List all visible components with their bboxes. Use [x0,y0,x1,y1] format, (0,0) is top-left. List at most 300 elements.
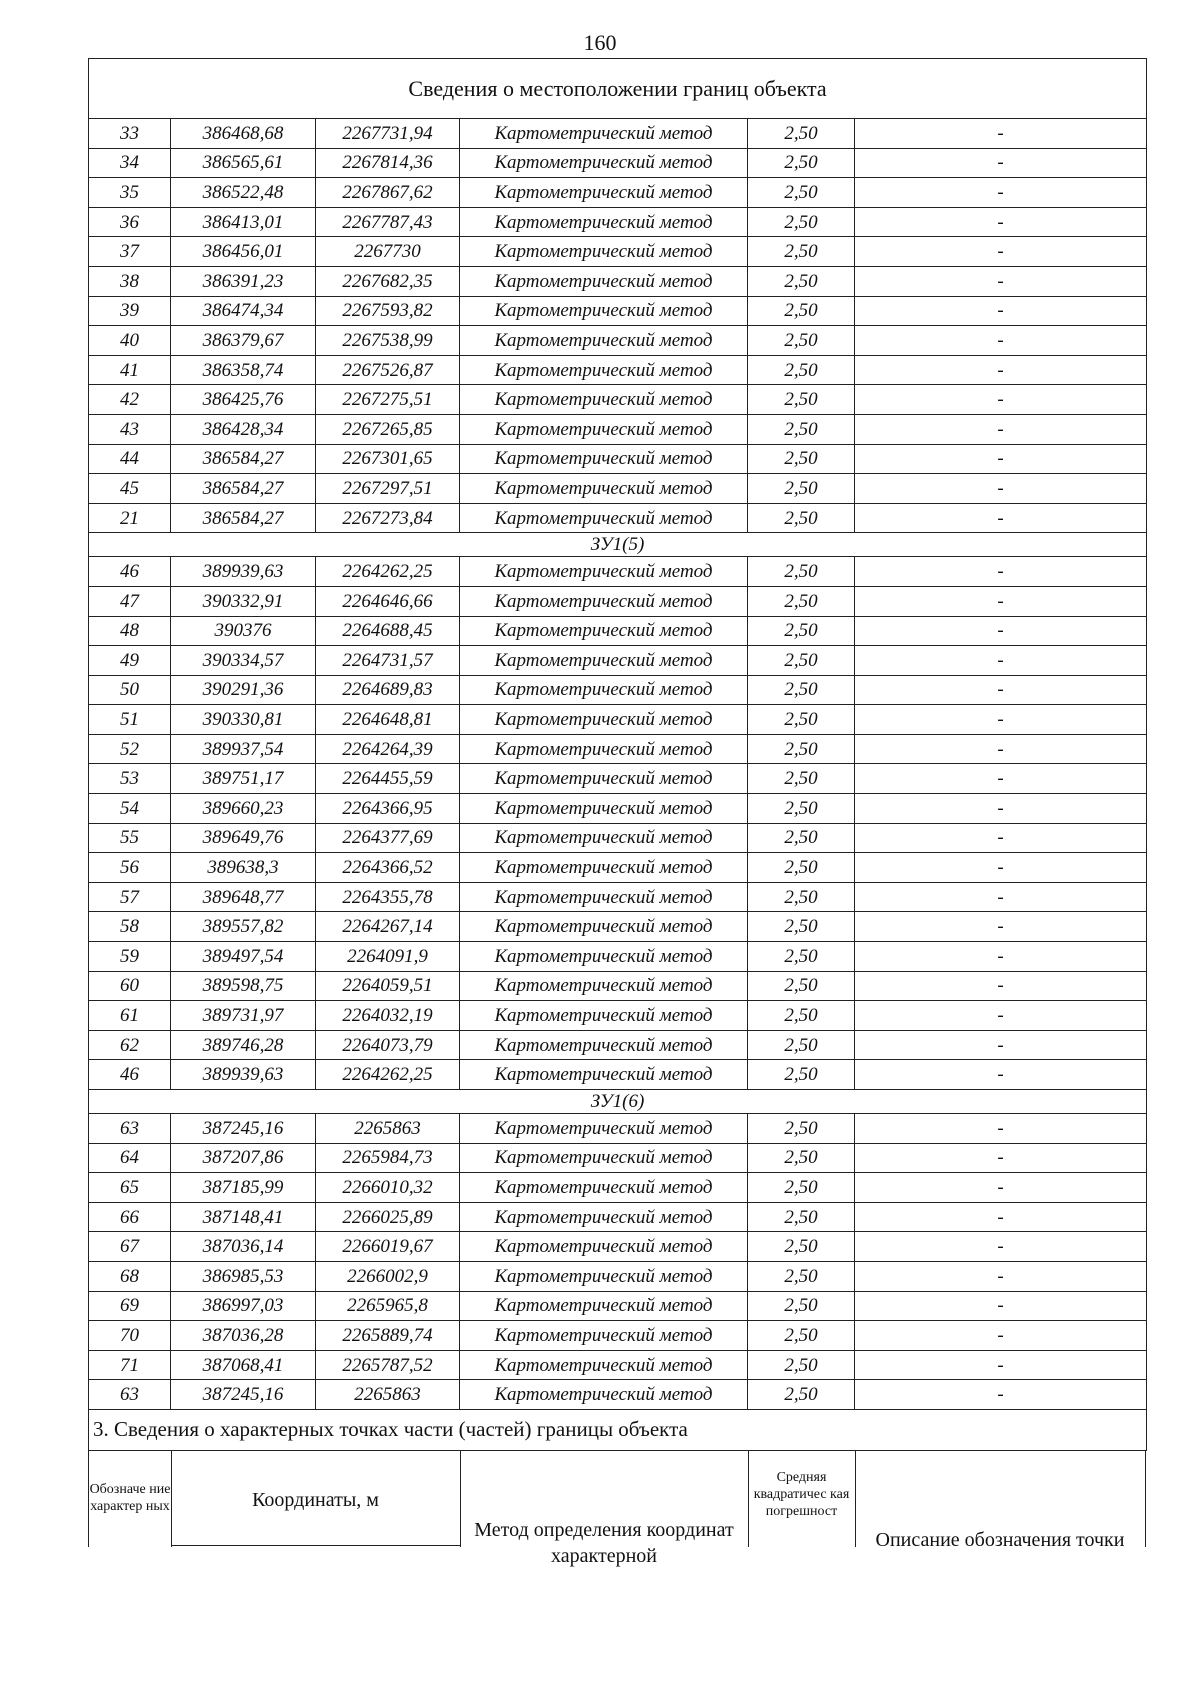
description-cell: - [855,1114,1147,1144]
table-row [89,355,1147,385]
y-coordinate-cell: 2267265,85 [316,414,460,444]
point-number-cell: 49 [89,646,171,676]
x-coordinate-cell: 386565,61 [171,148,316,178]
description-cell: - [855,1001,1147,1031]
method-cell: Картометрический метод [460,1321,748,1351]
table-row [89,148,1147,178]
y-coordinate-cell: 2267730 [316,237,460,267]
boundary-table-frame [88,58,1146,1567]
table-row [89,119,1147,149]
y-coordinate-cell: 2266010,32 [316,1173,460,1203]
point-number-cell: 43 [89,414,171,444]
x-coordinate-cell: 387148,41 [171,1202,316,1232]
x-coordinate-cell: 387245,16 [171,1114,316,1144]
description-cell: - [855,1291,1147,1321]
method-cell: Картометрический метод [460,237,748,267]
x-coordinate-cell: 390334,57 [171,646,316,676]
table-row [89,178,1147,208]
description-cell: - [855,207,1147,237]
y-coordinate-cell: 2265984,73 [316,1143,460,1173]
x-coordinate-cell: 389746,28 [171,1030,316,1060]
point-number-cell: 63 [89,1380,171,1410]
description-cell: - [855,355,1147,385]
description-cell: - [855,616,1147,646]
error-cell: 2,50 [748,414,855,444]
x-coordinate-cell: 389638,3 [171,853,316,883]
table-row [89,794,1147,824]
table-row [89,557,1147,587]
point-number-cell: 36 [89,207,171,237]
method-cell: Картометрический метод [460,794,748,824]
method-cell: Картометрический метод [460,474,748,504]
y-coordinate-cell: 2267273,84 [316,503,460,533]
x-coordinate-cell: 387245,16 [171,1380,316,1410]
method-header: Метод определения координат характерной [474,1518,734,1567]
description-cell: - [855,853,1147,883]
point-number-cell: 54 [89,794,171,824]
method-cell: Картометрический метод [460,586,748,616]
method-cell: Картометрический метод [460,119,748,149]
table-row [89,1060,1147,1090]
x-coordinate-cell: 389557,82 [171,912,316,942]
table-row [89,971,1147,1001]
error-cell: 2,50 [748,178,855,208]
section3-header [88,1451,1146,1567]
section3-title-row [89,1409,1147,1450]
point-number-cell: 58 [89,912,171,942]
y-coordinate-cell: 2267867,62 [316,178,460,208]
table-row [89,266,1147,296]
y-coordinate-cell: 2267787,43 [316,207,460,237]
method-cell: Картометрический метод [460,1060,748,1090]
point-number-cell: 55 [89,823,171,853]
method-cell: Картометрический метод [460,444,748,474]
description-cell: - [855,1350,1147,1380]
method-cell: Картометрический метод [460,616,748,646]
error-cell: 2,50 [748,355,855,385]
x-coordinate-cell: 387207,86 [171,1143,316,1173]
y-coordinate-cell: 2264032,19 [316,1001,460,1031]
table-row [89,296,1147,326]
description-cell: - [855,1173,1147,1203]
x-coordinate-cell: 389939,63 [171,557,316,587]
method-cell: Картометрический метод [460,414,748,444]
error-cell: 2,50 [748,853,855,883]
x-coordinate-cell: 386985,53 [171,1261,316,1291]
point-number-cell: 60 [89,971,171,1001]
point-number-cell: 38 [89,266,171,296]
description-cell: - [855,119,1147,149]
method-cell: Картометрический метод [460,1350,748,1380]
x-coordinate-cell: 386391,23 [171,266,316,296]
y-coordinate-cell: 2264688,45 [316,616,460,646]
method-cell: Картометрический метод [460,355,748,385]
y-coordinate-cell: 2264059,51 [316,971,460,1001]
table-row [89,1001,1147,1031]
group-label: ЗУ1(5) [89,533,1147,557]
description-cell: - [855,705,1147,735]
table-row [89,1380,1147,1410]
table-row [89,764,1147,794]
error-cell: 2,50 [748,794,855,824]
y-coordinate-cell: 2265889,74 [316,1321,460,1351]
x-coordinate-cell: 389937,54 [171,734,316,764]
x-coordinate-cell: 390332,91 [171,586,316,616]
table-row [89,1350,1147,1380]
point-number-cell: 59 [89,942,171,972]
method-cell: Картометрический метод [460,1001,748,1031]
point-number-cell: 44 [89,444,171,474]
table-row [89,705,1147,735]
y-coordinate-cell: 2264731,57 [316,646,460,676]
description-cell: - [855,178,1147,208]
table-row [89,616,1147,646]
point-number-cell: 41 [89,355,171,385]
point-number-cell: 64 [89,1143,171,1173]
section-title: Сведения о местоположении границ объекта [89,59,1147,119]
method-cell: Картометрический метод [460,764,748,794]
description-cell: - [855,1060,1147,1090]
error-cell: 2,50 [748,1380,855,1410]
error-cell: 2,50 [748,675,855,705]
y-coordinate-cell: 2264262,25 [316,1060,460,1090]
error-cell: 2,50 [748,385,855,415]
point-number-cell: 61 [89,1001,171,1031]
method-cell: Картометрический метод [460,266,748,296]
y-coordinate-cell: 2264073,79 [316,1030,460,1060]
point-number-cell: 21 [89,503,171,533]
point-number-cell: 48 [89,616,171,646]
error-cell: 2,50 [748,444,855,474]
y-coordinate-cell: 2267301,65 [316,444,460,474]
method-cell: Картометрический метод [460,971,748,1001]
table-row [89,474,1147,504]
x-coordinate-cell: 389660,23 [171,794,316,824]
table-row [89,1114,1147,1144]
x-coordinate-cell: 387036,14 [171,1232,316,1262]
y-coordinate-cell: 2266019,67 [316,1232,460,1262]
method-cell: Картометрический метод [460,207,748,237]
point-number-cell: 62 [89,1030,171,1060]
y-coordinate-cell: 2264355,78 [316,882,460,912]
description-cell: - [855,912,1147,942]
description-cell: - [855,1143,1147,1173]
x-coordinate-cell: 386379,67 [171,326,316,356]
error-cell: 2,50 [748,1261,855,1291]
table-row [89,734,1147,764]
method-cell: Картометрический метод [460,503,748,533]
description-cell: - [855,971,1147,1001]
error-cell: 2,50 [748,1202,855,1232]
y-coordinate-cell: 2266025,89 [316,1202,460,1232]
x-coordinate-cell: 386584,27 [171,503,316,533]
method-cell: Картометрический метод [460,557,748,587]
y-coordinate-cell: 2267526,87 [316,355,460,385]
error-cell: 2,50 [748,1232,855,1262]
error-cell: 2,50 [748,296,855,326]
point-number-cell: 68 [89,1261,171,1291]
point-number-cell: 53 [89,764,171,794]
x-coordinate-cell: 386358,74 [171,355,316,385]
point-number-cell: 46 [89,1060,171,1090]
method-cell: Картометрический метод [460,1261,748,1291]
error-cell: 2,50 [748,207,855,237]
point-number-cell: 65 [89,1173,171,1203]
error-cell: 2,50 [748,148,855,178]
description-cell: - [855,503,1147,533]
method-cell: Картометрический метод [460,823,748,853]
table-row [89,882,1147,912]
y-coordinate-cell: 2267275,51 [316,385,460,415]
method-cell: Картометрический метод [460,1030,748,1060]
point-number-cell: 40 [89,326,171,356]
description-cell: - [855,764,1147,794]
description-cell: - [855,1261,1147,1291]
table-row [89,385,1147,415]
description-cell: - [855,1232,1147,1262]
method-cell: Картометрический метод [460,1202,748,1232]
description-cell: - [855,474,1147,504]
table-row [89,237,1147,267]
table-row [89,444,1147,474]
description-cell: - [855,942,1147,972]
description-cell: - [855,882,1147,912]
x-coordinate-cell: 389649,76 [171,823,316,853]
error-cell: 2,50 [748,237,855,267]
description-cell: - [855,296,1147,326]
x-coordinate-cell: 389731,97 [171,1001,316,1031]
error-cell: 2,50 [748,119,855,149]
y-coordinate-cell: 2264689,83 [316,675,460,705]
x-coordinate-cell: 389598,75 [171,971,316,1001]
method-cell: Картометрический метод [460,646,748,676]
designation-header: Обозначе ние характер ных [89,1481,171,1514]
method-cell: Картометрический метод [460,912,748,942]
point-number-cell: 37 [89,237,171,267]
method-cell: Картометрический метод [460,385,748,415]
coordinates-header: Координаты, м [252,1488,379,1511]
point-number-cell: 57 [89,882,171,912]
x-coordinate-cell: 390376 [171,616,316,646]
y-coordinate-cell: 2264366,95 [316,794,460,824]
table-row [89,912,1147,942]
x-coordinate-cell: 386425,76 [171,385,316,415]
y-coordinate-cell: 2264262,25 [316,557,460,587]
point-number-cell: 50 [89,675,171,705]
method-cell: Картометрический метод [460,1232,748,1262]
x-coordinate-cell: 389939,63 [171,1060,316,1090]
y-coordinate-cell: 2265787,52 [316,1350,460,1380]
error-cell: 2,50 [748,1350,855,1380]
description-cell: - [855,326,1147,356]
method-cell: Картометрический метод [460,1143,748,1173]
method-cell: Картометрический метод [460,148,748,178]
y-coordinate-cell: 2264648,81 [316,705,460,735]
method-cell: Картометрический метод [460,1380,748,1410]
table-row [89,586,1147,616]
method-cell: Картометрический метод [460,942,748,972]
table-row [89,1321,1147,1351]
method-cell: Картометрический метод [460,1173,748,1203]
description-cell: - [855,586,1147,616]
y-coordinate-cell: 2264646,66 [316,586,460,616]
y-coordinate-cell: 2267731,94 [316,119,460,149]
point-number-cell: 34 [89,148,171,178]
table-row [89,853,1147,883]
group-row [89,1090,1147,1114]
x-coordinate-cell: 387036,28 [171,1321,316,1351]
table-row [89,414,1147,444]
error-cell: 2,50 [748,1291,855,1321]
x-coordinate-cell: 386584,27 [171,444,316,474]
table-row [89,646,1147,676]
boundary-points-table [88,58,1147,1451]
x-coordinate-cell: 386584,27 [171,474,316,504]
x-coordinate-cell: 389751,17 [171,764,316,794]
x-coordinate-cell: 386428,34 [171,414,316,444]
x-coordinate-cell: 386997,03 [171,1291,316,1321]
point-number-cell: 67 [89,1232,171,1262]
point-number-cell: 70 [89,1321,171,1351]
table-row [89,1173,1147,1203]
table-row [89,675,1147,705]
point-number-cell: 51 [89,705,171,735]
point-number-cell: 56 [89,853,171,883]
table-row [89,1291,1147,1321]
x-coordinate-cell: 386522,48 [171,178,316,208]
x-coordinate-cell: 390330,81 [171,705,316,735]
error-cell: 2,50 [748,912,855,942]
error-cell: 2,50 [748,1030,855,1060]
point-number-cell: 46 [89,557,171,587]
description-cell: - [855,1380,1147,1410]
description-cell: - [855,646,1147,676]
method-cell: Картометрический метод [460,705,748,735]
error-cell: 2,50 [748,586,855,616]
point-number-cell: 39 [89,296,171,326]
method-cell: Картометрический метод [460,178,748,208]
y-coordinate-cell: 2267538,99 [316,326,460,356]
error-cell: 2,50 [748,971,855,1001]
description-cell: - [855,557,1147,587]
description-cell: - [855,1202,1147,1232]
table-row [89,207,1147,237]
method-cell: Картометрический метод [460,1114,748,1144]
error-cell: 2,50 [748,764,855,794]
description-cell: - [855,385,1147,415]
x-coordinate-cell: 389648,77 [171,882,316,912]
error-cell: 2,50 [748,474,855,504]
method-cell: Картометрический метод [460,734,748,764]
error-cell: 2,50 [748,1060,855,1090]
error-cell: 2,50 [748,1173,855,1203]
table-row [89,823,1147,853]
y-coordinate-cell: 2266002,9 [316,1261,460,1291]
x-coordinate-cell: 387185,99 [171,1173,316,1203]
point-number-cell: 47 [89,586,171,616]
table-row [89,1202,1147,1232]
point-number-cell: 71 [89,1350,171,1380]
error-cell: 2,50 [748,326,855,356]
x-coordinate-cell: 386468,68 [171,119,316,149]
point-number-cell: 33 [89,119,171,149]
error-cell: 2,50 [748,646,855,676]
error-cell: 2,50 [748,1114,855,1144]
y-coordinate-cell: 2267297,51 [316,474,460,504]
description-cell: - [855,1321,1147,1351]
description-cell: - [855,266,1147,296]
description-cell: - [855,823,1147,853]
table-row [89,1143,1147,1173]
table-row [89,1232,1147,1262]
method-cell: Картометрический метод [460,882,748,912]
y-coordinate-cell: 2264377,69 [316,823,460,853]
error-cell: 2,50 [748,823,855,853]
section3-title: 3. Сведения о характерных точках части (частей) границы объекта [89,1409,1147,1450]
point-number-cell: 35 [89,178,171,208]
description-cell: - [855,794,1147,824]
x-coordinate-cell: 386474,34 [171,296,316,326]
error-cell: 2,50 [748,942,855,972]
x-coordinate-cell: 387068,41 [171,1350,316,1380]
error-cell: 2,50 [748,705,855,735]
description-cell: - [855,237,1147,267]
point-number-cell: 69 [89,1291,171,1321]
table-row [89,503,1147,533]
table-row [89,326,1147,356]
description-cell: - [855,148,1147,178]
table-row [89,1261,1147,1291]
method-cell: Картометрический метод [460,1291,748,1321]
x-coordinate-cell: 386456,01 [171,237,316,267]
error-cell: 2,50 [748,266,855,296]
method-cell: Картометрический метод [460,675,748,705]
y-coordinate-cell: 2264091,9 [316,942,460,972]
y-coordinate-cell: 2265965,8 [316,1291,460,1321]
description-cell: - [855,444,1147,474]
group-label: ЗУ1(6) [89,1090,1147,1114]
y-coordinate-cell: 2267814,36 [316,148,460,178]
error-cell: 2,50 [748,734,855,764]
point-number-cell: 52 [89,734,171,764]
point-number-cell: 45 [89,474,171,504]
y-coordinate-cell: 2267682,35 [316,266,460,296]
error-cell: 2,50 [748,1321,855,1351]
table-row [89,1030,1147,1060]
y-coordinate-cell: 2264366,52 [316,853,460,883]
y-coordinate-cell: 2264267,14 [316,912,460,942]
y-coordinate-cell: 2264455,59 [316,764,460,794]
error-cell: 2,50 [748,882,855,912]
method-cell: Картометрический метод [460,296,748,326]
method-cell: Картометрический метод [460,853,748,883]
x-coordinate-cell: 386413,01 [171,207,316,237]
y-coordinate-cell: 2264264,39 [316,734,460,764]
page-number: 160 [583,30,617,55]
method-cell: Картометрический метод [460,326,748,356]
y-coordinate-cell: 2265863 [316,1380,460,1410]
table-row [89,942,1147,972]
error-header: Средняя квадратичес кая погрешност [753,1469,850,1519]
point-number-cell: 66 [89,1202,171,1232]
description-cell: - [855,675,1147,705]
error-cell: 2,50 [748,1143,855,1173]
description-cell: - [855,414,1147,444]
error-cell: 2,50 [748,557,855,587]
x-coordinate-cell: 390291,36 [171,675,316,705]
y-coordinate-cell: 2267593,82 [316,296,460,326]
error-cell: 2,50 [748,1001,855,1031]
